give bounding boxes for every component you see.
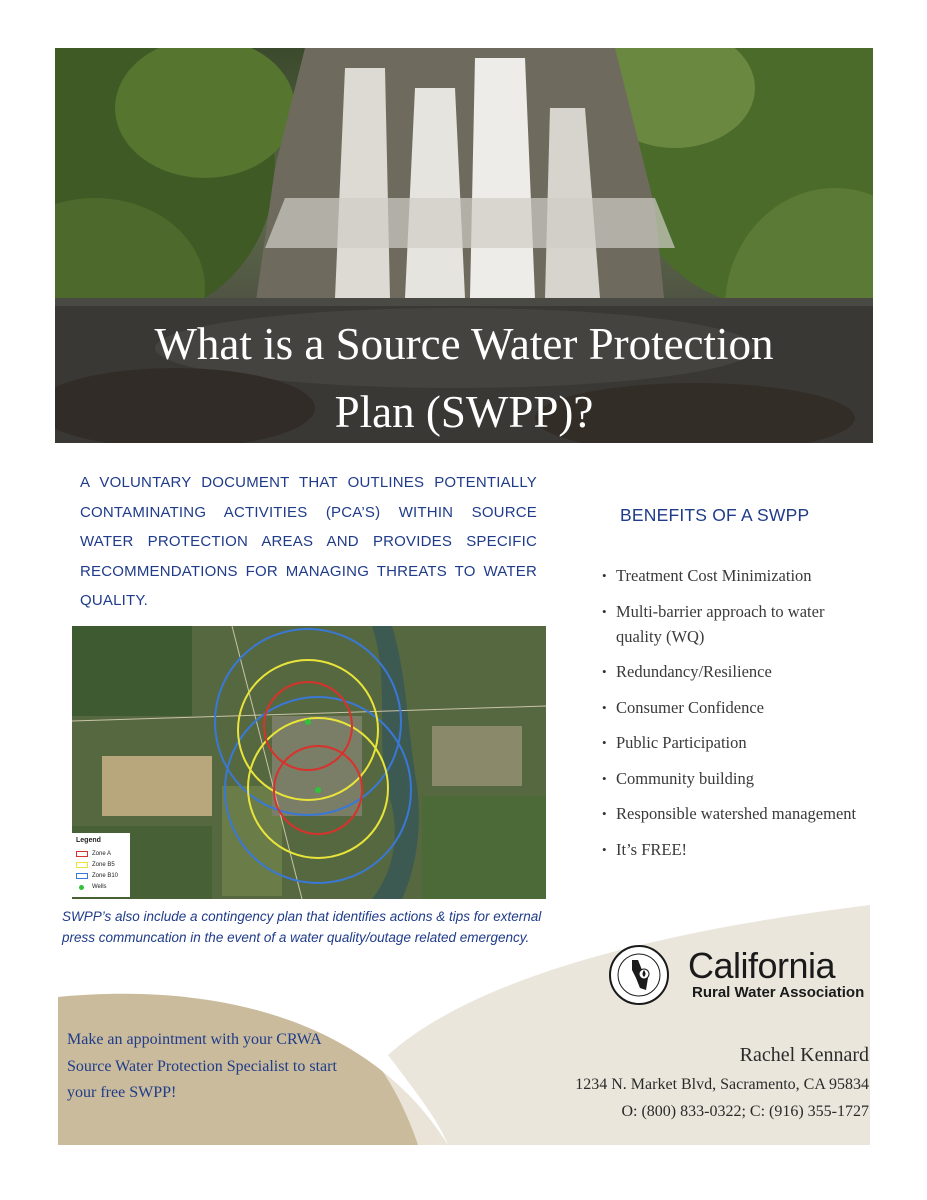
- legend-label: Zone B5: [92, 862, 115, 868]
- contact-name: Rachel Kennard: [739, 1044, 869, 1066]
- legend-item-zone-b10: [76, 872, 118, 880]
- map-legend: [72, 833, 130, 897]
- legend-title: Legend: [76, 837, 101, 844]
- legend-label: Zone A: [92, 851, 112, 857]
- list-item: • Responsible watershed management: [600, 801, 870, 826]
- logo-subtitle: Rural Water Association: [692, 984, 865, 1001]
- crwa-logo: [608, 944, 870, 1006]
- legend-item-zone-b5: [76, 861, 115, 869]
- list-item: • Public Participation: [600, 730, 870, 755]
- zone-a-swatch: [76, 851, 88, 857]
- well-dot-icon: [79, 885, 84, 890]
- legend-item-zone-a: [76, 850, 111, 858]
- title-line-1: What is a Source Water Protection: [154, 319, 774, 369]
- hero-banner: [55, 48, 873, 443]
- contact-block: [575, 1040, 869, 1125]
- crwa-seal-icon: [608, 944, 670, 1006]
- appointment-call-to-action: Make an appointment with your CRWA Source Water Protection Specialist to start your free SWPP!: [67, 1031, 337, 1101]
- list-item: • Treatment Cost Minimization: [600, 563, 870, 588]
- intro-paragraph: A VOLUNTARY DOCUMENT THAT OUTLINES POTENTIALLY CONTAMINATING ACTIVITIES (PCA’S) WITHIN SOURCE WATER PROTECTION AREAS AND PROVIDES SPECIFIC RECOMMENDATIONS FOR MANAGING THREATS TO WATER QUALITY.: [80, 474, 537, 609]
- list-item: • It’s FREE!: [600, 837, 870, 862]
- contact-phones: O: (800) 833-0322; C: (916) 355-1727: [621, 1102, 869, 1120]
- legend-item-wells: [76, 883, 107, 891]
- list-item: • Redundancy/Resilience: [600, 659, 870, 684]
- title-line-2: Plan (SWPP)?: [334, 387, 594, 437]
- legend-label: Wells: [92, 884, 107, 890]
- contact-address: 1234 N. Market Blvd, Sacramento, CA 95834: [575, 1076, 869, 1093]
- benefits-list: [600, 563, 870, 872]
- list-item: • Multi-barrier approach to water quality (WQ): [600, 599, 870, 649]
- list-item: • Community building: [600, 766, 870, 791]
- zone-b10-swatch: [76, 873, 88, 879]
- legend-label: Zone B10: [92, 873, 119, 879]
- protection-zone-map: [72, 626, 546, 899]
- logo-wordmark: California: [688, 945, 836, 986]
- list-item: • Consumer Confidence: [600, 695, 870, 720]
- zone-b5-swatch: [76, 862, 88, 868]
- aerial-map-image: [72, 626, 546, 899]
- page-title: [55, 310, 873, 443]
- benefits-heading: BENEFITS OF A SWPP: [620, 505, 810, 525]
- contingency-caption: SWPP’s also include a contingency plan that identifies actions & tips for external press communcation in the event of a water quality/outage related emergency.: [62, 909, 542, 945]
